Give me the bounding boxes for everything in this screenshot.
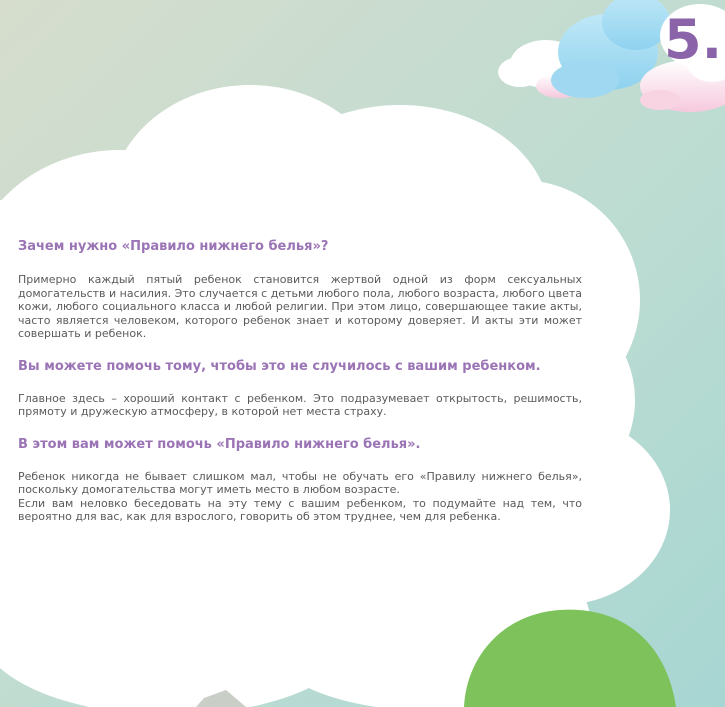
article-paragraph: Главное здесь – хороший контакт с ребенком. Это подразумевает открытость, решимость, прямоту и дружескую атмосферу, в которой нет места страху. (18, 391, 582, 418)
article-paragraph: Ребенок никогда не бывает слишком мал, чтобы не обучать его «Правилу нижнего белья», поскольку домогательства могут иметь место в любом возрасте. (18, 469, 582, 496)
article-paragraph: Если вам неловко беседовать на эту тему с вашим ребенком, то подумайте над тем, что вероятно для вас, как для взрослого, говорить об этом труднее, чем для ребенка. (18, 496, 582, 523)
article-paragraph: Примерно каждый пятый ребенок становится жертвой одной из форм сексуальных домогательств и насилия. Это случается с детьми любого пола, любого возраста, любого цвета кожи, любого социального класса и любой религии. При этом лицо, совершающее такие акты, часто является человеком, которого ребенок знает и которому доверяет. И акты эти может совершать и ребенок. (18, 273, 582, 340)
section-heading: Вы можете помочь тому, чтобы это не случилось с вашим ребенком. (18, 358, 541, 374)
article-heading: Зачем нужно «Правило нижнего белья»? (18, 239, 329, 254)
section-heading: В этом вам может помочь «Правило нижнего белья». (18, 436, 421, 452)
page-number: 5. (664, 8, 723, 71)
article (18, 238, 582, 524)
